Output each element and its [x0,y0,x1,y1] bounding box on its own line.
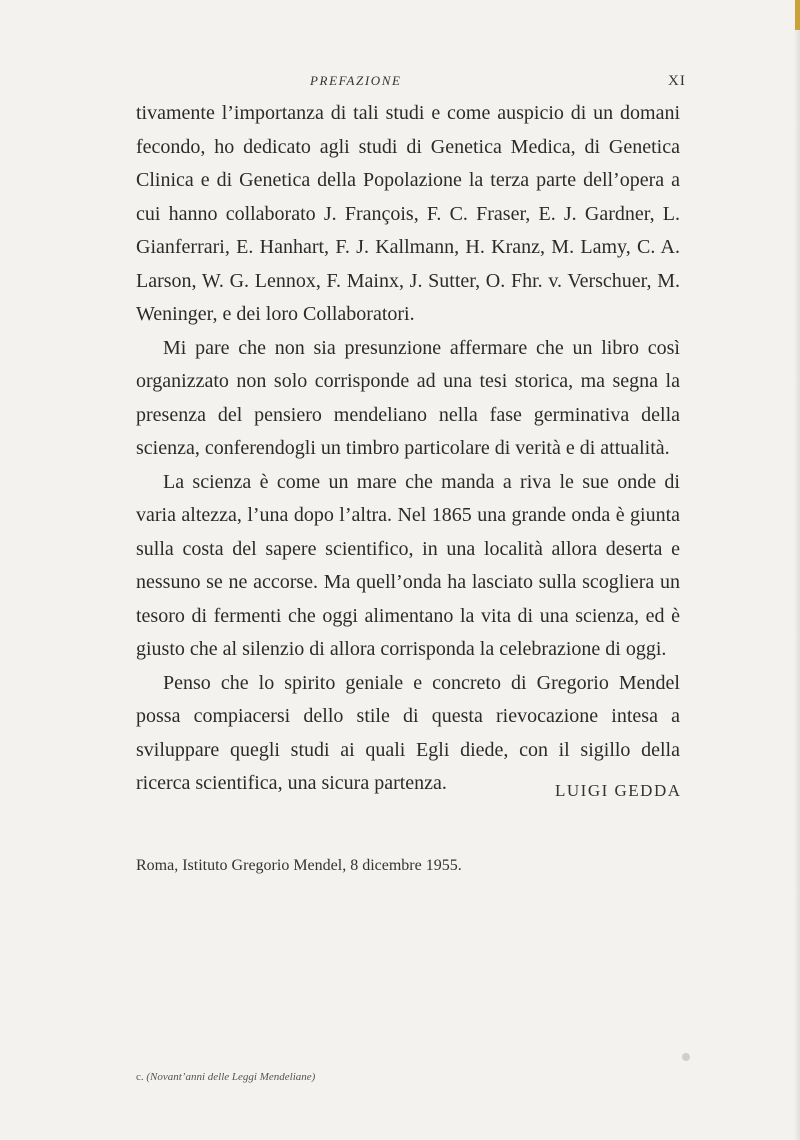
paper-speck [682,1053,690,1061]
paragraph: La scienza è come un mare che manda a riva le sue onde di varia altezza, l’una dopo l’altra. Nel 1865 una grande onda è giunta sulla costa del sapere scientifico, in una località allora deserta e nessuno se ne accorse. Ma quell’onda ha lasciato sulla scogliera un tesoro di fermenti che oggi alimentano la vita di una scienza, ed è giusto che al silenzio di allora corrisponda la celebrazione di oggi. [136,470,680,660]
body-text [136,97,680,801]
book-title: (Novant’anni delle Leggi Mendeliane) [146,1071,316,1083]
page-edge-mark [795,0,800,30]
running-title: PREFAZIONE [310,73,402,88]
page-edge-shadow [794,0,800,1140]
place-date: Roma, Istituto Gregorio Mendel, 8 dicembre 1955. [136,857,462,874]
paragraph: tivamente l’importanza di tali studi e come auspicio di un domani fecondo, ho dedicato agli studi di Genetica Medica, di Genetica Clinica e di Genetica della Popolazione la terza parte dell’opera a cui hanno collaborato J. François, F. C. Fraser, E. J. Gardner, L. Gianferrari, E. Hanhart, F. J. Kallmann, H. Kranz, M. Lamy, C. A. Larson, W. G. Lennox, F. Mainx, J. Sutter, O. Fhr. v. Verschuer, M. Weninger, e dei loro Collaboratori. [136,102,680,325]
paragraph: Mi pare che non sia presunzione affermare che un libro così organizzato non solo corrisponde ad una tesi storica, ma segna la presenza del pensiero mendeliano nella fase germinativa della scienza, conferendogli un timbro particolare di verità e di attualità. [136,336,680,459]
paragraph: Penso che lo spirito geniale e concreto di Gregorio Mendel possa compiacersi dello stile di questa rievocazione intesa a sviluppare quegli studi ai quali Egli diede, con il sigillo della ricerca scientifica, una sicura partenza. [136,671,680,794]
signature-mark: c. [136,1071,144,1083]
author-signature: LUIGI GEDDA [555,781,682,800]
page-number: XI [668,73,686,89]
footer-signature [136,1071,315,1083]
